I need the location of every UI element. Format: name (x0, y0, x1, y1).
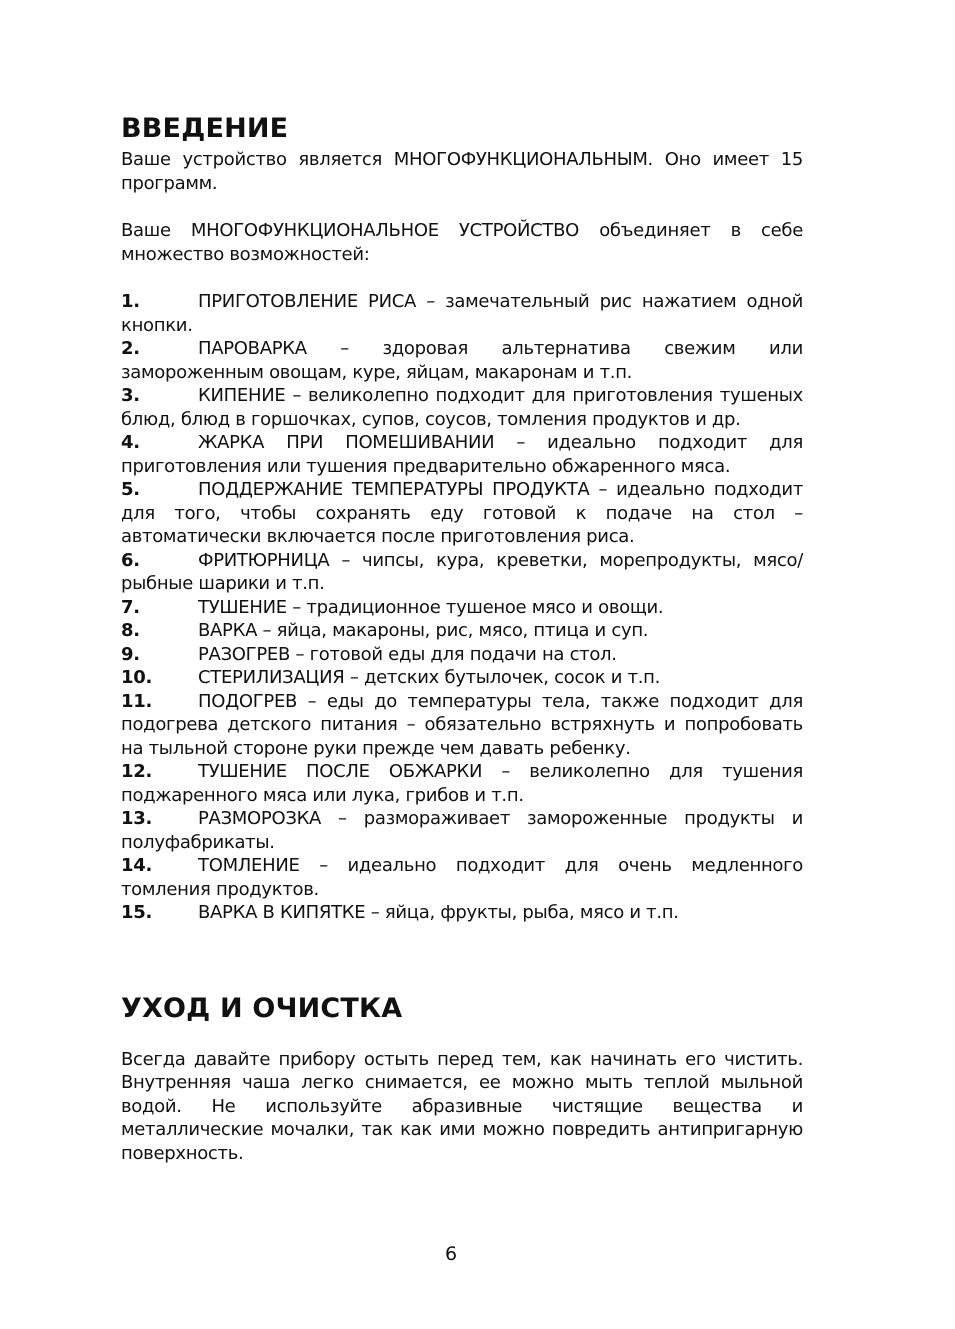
list-item-number: 1. (121, 291, 140, 312)
list-item-text: ТУШЕНИЕ – традиционное тушеное мясо и овощи. (198, 596, 664, 618)
list-item-text: ВАРКА – яйца, макароны, рис, мясо, птица и суп. (198, 620, 649, 641)
list-item-number: 10. (121, 667, 152, 688)
list-item-number: 7. (121, 596, 140, 618)
list-item-text: ТУШЕНИЕ ПОСЛЕ ОБЖАРКИ – великолепно для тушения поджаренного мяса или лука, грибов и т.п. (121, 761, 803, 806)
list-item-text: ВАРКА В КИПЯТКЕ – яйца, фрукты, рыба, мясо и т.п. (198, 902, 679, 923)
list-item-text: ЖАРКА ПРИ ПОМЕШИВАНИИ – идеально подходит для приготовления или тушения предварительно обжаренного мяса. (121, 432, 803, 477)
list-item (121, 690, 803, 761)
list-item-text: ПРИГОТОВЛЕНИЕ РИСА – замечательный рис нажатием одной кнопки. (121, 291, 803, 336)
list-item (121, 807, 803, 854)
list-item-number: 8. (121, 620, 140, 641)
list-item (121, 666, 803, 690)
list-item-text: ТОМЛЕНИЕ – идеально подходит для очень медленного томления продуктов. (121, 855, 803, 900)
programs-list (121, 290, 803, 925)
list-item (121, 854, 803, 901)
care-paragraph: Всегда давайте прибору остыть перед тем, как начинать его чистить. Внутренняя чаша легко снимается, ее можно мыть теплой мыльной водой. Не используйте абразивные чистящие вещества и металлические мочалки, так как ими можно повредить антипригарную поверхность. (121, 1048, 803, 1164)
intro-paragraph-2: Ваше МНОГОФУНКЦИОНАЛЬНОЕ УСТРОЙСТВО объединяет в себе множество возможностей: (121, 220, 803, 265)
list-item (121, 337, 803, 384)
section-title-care: УХОД И ОЧИСТКА (121, 992, 403, 1024)
list-item-number: 12. (121, 761, 152, 782)
list-item-text: КИПЕНИЕ – великолепно подходит для приготовления тушеных блюд, блюд в горшочках, супов, соусов, томления продуктов и др. (121, 385, 803, 430)
list-item-number: 14. (121, 855, 152, 876)
list-item (121, 901, 803, 925)
page-number: 6 (444, 1243, 458, 1265)
list-item-number: 6. (121, 549, 140, 571)
list-item (121, 760, 803, 807)
list-item (121, 431, 803, 478)
intro-paragraph-1: Ваше устройство является МНОГОФУНКЦИОНАЛЬНЫМ. Оно имеет 15 программ. (121, 149, 803, 194)
list-item (121, 619, 803, 643)
list-item-number: 13. (121, 808, 152, 829)
list-item (121, 643, 803, 667)
list-item-number: 2. (121, 338, 140, 359)
list-item-text: ПОДДЕРЖАНИЕ ТЕМПЕРАТУРЫ ПРОДУКТА – идеально подходит для того, чтобы сохранять еду готовой к подаче на стол – автоматически включается после приготовления риса. (121, 479, 803, 547)
list-item-text: РАЗМОРОЗКА – размораживает замороженные продукты и полуфабрикаты. (121, 808, 803, 853)
list-item-number: 4. (121, 432, 140, 453)
list-item-number: 5. (121, 479, 140, 500)
list-item-number: 3. (121, 385, 140, 406)
list-item-text: СТЕРИЛИЗАЦИЯ – детских бутылочек, сосок и т.п. (198, 667, 661, 688)
list-item-text: ПОДОГРЕВ – еды до температуры тела, также подходит для подогрева детского питания – обязательно встряхнуть и попробовать на тыльной стороне руки прежде чем давать ребенку. (121, 690, 803, 759)
list-item-number: 15. (121, 902, 152, 923)
list-item-text: ФРИТЮРНИЦА – чипсы, кура, креветки, морепродукты, мясо/рыбные шарики и т.п. (121, 549, 803, 594)
section-title-introduction: ВВЕДЕНИЕ (121, 113, 289, 144)
list-item-text: ПАРОВАРКА – здоровая альтернатива свежим или замороженным овощам, куре, яйцам, макаронам и т.п. (121, 338, 803, 383)
list-item-number: 9. (121, 643, 140, 665)
list-item (121, 478, 803, 549)
document-page (121, 110, 803, 1165)
list-item (121, 290, 803, 337)
list-item (121, 549, 803, 596)
list-item (121, 596, 803, 620)
list-item-text: РАЗОГРЕВ – готовой еды для подачи на стол. (198, 643, 617, 665)
list-item (121, 384, 803, 431)
list-item-number: 11. (121, 690, 152, 712)
